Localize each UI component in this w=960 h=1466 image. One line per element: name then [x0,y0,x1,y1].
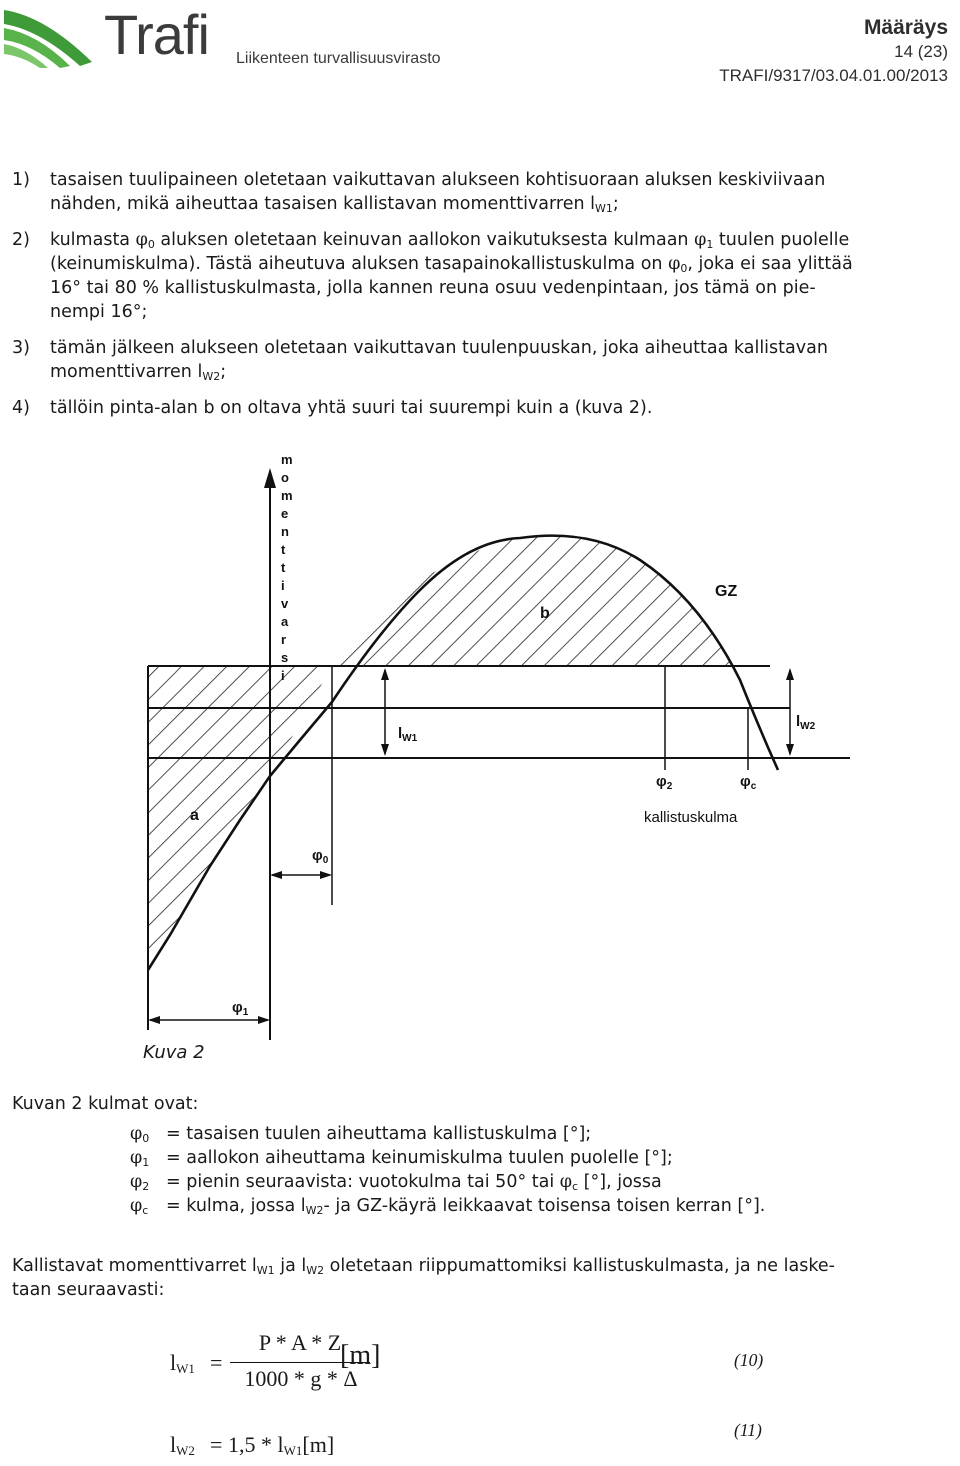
y-axis-letter: a [281,614,289,629]
formula-10 [170,1330,790,1400]
lw1-label: $l_{W1}$ [398,725,418,744]
list-text-line: nempi 16°; [50,302,148,322]
closing-paragraph [12,1254,952,1302]
trafi-logo [0,0,460,78]
formula-lhs: $l_{W2}$ [170,1432,195,1458]
definition-text: = kulma, jossa $l_{W2}-$ ja GZ-käyrä leikkaavat toisensa toisen kerran [°]. [166,1196,766,1217]
list-text-line: kulmasta $\varphi_0$ aluksen oletetaan keinuvan aallokon vaikutuksesta kulmaan $\varphi_1$ tuulen puolelle [50,230,850,251]
definition-symbol: φ [130,1196,143,1216]
formula-eq: = [210,1350,223,1375]
y-axis-letter: i [281,578,285,593]
y-axis-letter: t [281,542,286,557]
list-item-1 [12,168,952,216]
definition-phi1: $\varphi_1$ = aallokon aiheuttama keinumiskulma tuulen puolelle [°]; [130,1148,673,1169]
gz-curve-figure [0,440,960,1060]
formula-number: (10) [734,1350,764,1370]
gz-label: GZ [715,583,738,600]
y-axis-letter: r [281,632,287,647]
definition-text: = pienin seuraavista: vuotokulma tai 50° tai $\varphi_c$ [°], jossa [166,1172,662,1193]
list-item-2-continued [50,276,950,324]
list-text-line: (keinumiskulma). Tästä aiheutuva aluksen tasapainokallistuskulma on $\varphi_0$, joka ei saa ylittää [50,254,853,275]
definitions-intro: Kuvan 2 kulmat ovat: [12,1094,199,1114]
definition-symbol: φ [130,1148,143,1168]
y-axis-letter: m [281,452,293,467]
y-axis-arrow-icon [264,468,276,488]
list-text-line: 16° tai 80 % kallistuskulmasta, jolla kannen reuna osuu vedenpintaan, jos tämä on pie- [50,278,816,298]
definition-phi0: $\varphi_0$ = tasaisen tuulen aiheuttama kallistuskulma [°]; [130,1124,592,1145]
formula-11 [170,1420,790,1466]
definition-symbol: φ [130,1172,143,1192]
y-axis-letter: i [281,668,285,683]
list-item-2 [12,228,960,276]
list-number: 4) [12,398,30,418]
formula-denominator: 1000 * g * Δ [244,1366,358,1391]
list-text-line: tasaisen tuulipaineen oletetaan vaikuttavan alukseen kohtisuoraan aluksen keskiviivaan [50,170,826,190]
definition-text: = tasaisen tuulen aiheuttama kallistuskulma [°]; [166,1124,592,1144]
y-axis-letter: m [281,488,293,503]
definition-text: = aallokon aiheuttama keinumiskulma tuulen puolelle [°]; [166,1148,673,1168]
list-text-line: tällöin pinta-alan b on oltava yhtä suuri tai suurempi kuin a (kuva 2). [50,398,653,418]
list-item-3 [12,336,952,384]
lw2-label: $l_{W2}$ [796,713,816,732]
y-axis-letter: n [281,524,289,539]
y-axis-label [281,452,293,683]
area-b [332,536,733,666]
formula-number: (11) [734,1420,762,1440]
phi0-label: $\varphi_0$ [312,847,329,866]
list-number: 1) [12,170,30,190]
y-axis-letter: s [281,650,289,665]
logo-subtitle: Liikenteen turvallisuusvirasto [236,50,441,67]
document-type: Määräys [863,16,948,39]
x-axis-label: kallistuskulma [644,809,738,826]
reference-number: TRAFI/9317/03.04.01.00/2013 [719,66,948,85]
list-text-line: tämän jälkeen alukseen oletetaan vaikuttavan tuulenpuuskan, joka aiheuttaa kallistavan [50,338,828,358]
definition-symbol: φ [130,1124,143,1144]
formula-rhs: $1,5 * l_{W1}[m]$ [228,1432,335,1458]
list-number: 2) [12,230,30,250]
list-text-line: nähden, mikä aiheuttaa tasaisen kallistavan momenttivarren $l_{W1}$; [50,194,619,215]
trafi-swoosh-icon [0,4,100,70]
closing-line: Kallistavat momenttivarret $l_{W1}$ ja $l_{W2}$ oletetaan riippumattomiksi kallistuskulmasta, ja ne laske- [12,1256,835,1277]
y-axis-letter: o [281,470,289,485]
formula-unit: [m] [340,1340,381,1371]
y-axis-letter: t [281,560,286,575]
phi1-label: $\varphi_1$ [232,999,249,1018]
figure-caption: Kuva 2 [143,1042,205,1063]
y-axis-letter: v [281,596,289,611]
phic-label: $\varphi_c$ [740,773,757,792]
closing-line: taan seuraavasti: [12,1280,165,1300]
definition-phic: $\varphi_c$ = kulma, jossa $l_{W2}-$ ja GZ-käyrä leikkaavat toisensa toisen kerran [°]. [130,1196,766,1217]
list-number: 3) [12,338,30,358]
page-number: 14 (23) [894,42,948,61]
area-a-label: a [190,807,199,824]
phi2-label: $\varphi_2$ [656,773,673,792]
list-text-line: momenttivarren $l_{W2}$; [50,362,227,383]
formula-numerator: P * A * Z [258,1330,342,1355]
y-axis-letter: e [281,506,289,521]
definition-phi2: $\varphi_2$ = pienin seuraavista: vuotokulma tai 50° tai $\varphi_c$ [°], jossa [130,1172,662,1193]
formula-eq: = [210,1432,223,1457]
area-b-label: b [540,605,550,622]
list-item-4 [12,396,952,420]
logo-wordmark: Trafi [104,3,209,66]
formula-lhs: $l_{W1}$ [170,1350,195,1376]
